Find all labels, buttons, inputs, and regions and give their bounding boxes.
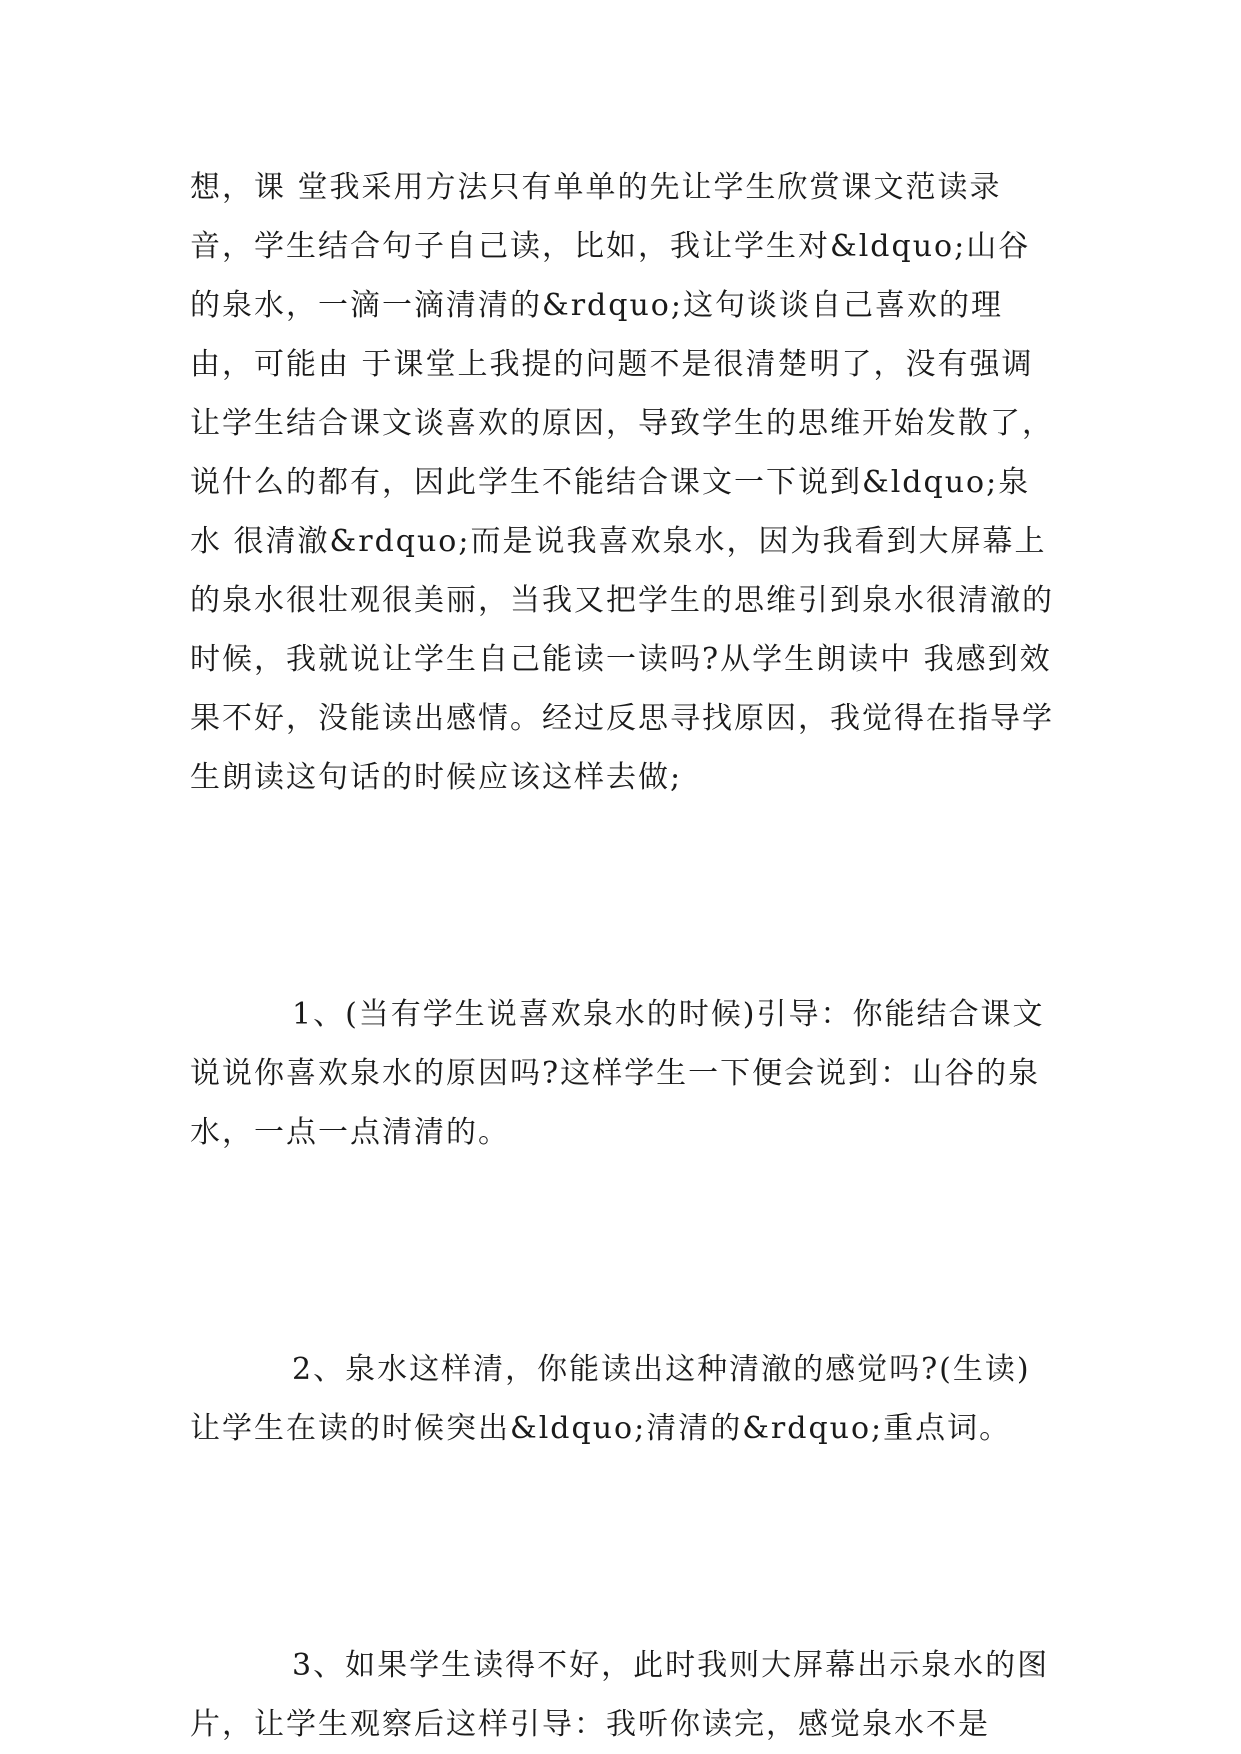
paragraph-step-3: 3、如果学生读得不好，此时我则大屏幕出示泉水的图片，让学生观察后这样引导：我听你读完，感觉泉水不是 (190, 1648, 1050, 1742)
document-body (190, 158, 1060, 1754)
paragraph-spacer (190, 1162, 1060, 1340)
paragraph-spacer (190, 807, 1060, 985)
paragraph-spacer (190, 1458, 1060, 1636)
paragraph-step-2: 2、泉水这样清，你能读出这种清澈的感觉吗?(生读)让学生在读的时候突出&ldquo;清清的&rdquo;重点词。 (190, 1352, 1031, 1446)
paragraph-step-1: 1、(当有学生说喜欢泉水的时候)引导：你能结合课文说说你喜欢泉水的原因吗?这样学生一下便会说到：山谷的泉水，一点一点清清的。 (190, 997, 1045, 1150)
paragraph-reflection: 想，课 堂我采用方法只有单单的先让学生欣赏课文范读录音，学生结合句子自己读，比如，我让学生对&ldquo;山谷的泉水，一滴一滴清清的&rdquo;这句谈谈自己喜欢的理由，可能由 于课堂上我提的问题不是很清楚明了，没有强调让学生结合课文谈喜欢的原因，导致学生的思维开始发散了，说什么的都有，因此学生不能结合课文一下说到&ldquo;泉水 很清澈&rdquo;而是说我喜欢泉水，因为我看到大屏幕上的泉水很壮观很美丽，当我又把学生的思维引到泉水很清澈的时候，我就说让学生自己能读一读吗?从学生朗读中 我感到效果不好，没能读出感情。经过反思寻找原因，我觉得在指导学生朗读这句话的时候应该这样去做; (190, 170, 1054, 795)
